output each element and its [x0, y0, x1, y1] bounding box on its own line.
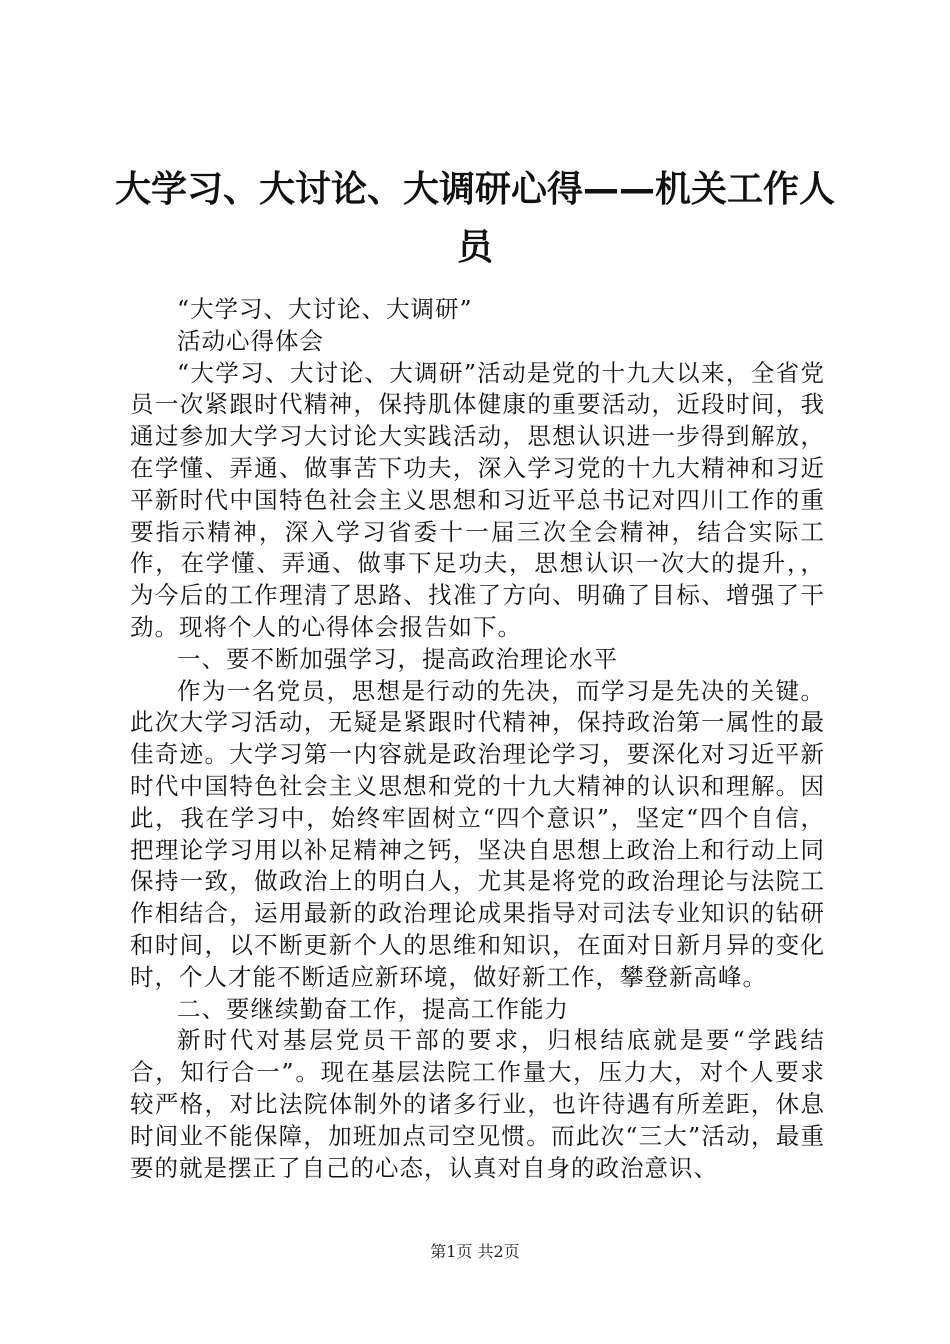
- page-footer: 第1页 共2页: [430, 1242, 520, 1261]
- document-title-line-2: 员: [456, 227, 493, 268]
- section-heading-2: 二、要继续勤奋工作，提高工作能力: [177, 994, 569, 1023]
- document-body: [130, 294, 825, 1184]
- section-heading-1: 一、要不断加强学习，提高政治理论水平: [177, 644, 618, 673]
- subtitle: 活动心得体会: [177, 326, 324, 355]
- intro-paragraph: “大学习、大讨论、大调研”活动是党的十九大以来，全省党员一次紧跟时代精神，保持肌体健康的重要活动，近段时间，我通过参加大学习大讨论大实践活动，思想认识进一步得到解放，在学懂、弄通、做事苦下功夫，深入学习党的十九大精神和习近平新时代中国特色社会主义思想和习近平总书记对四川工作的重要指示精神，深入学习省委十一届三次全会精神，结合实际工作，在学懂、弄通、做事下足功夫，思想认识一次大的提升，，为今后的工作理清了思路、找准了方向、明确了目标、增强了干劲。现将个人的心得体会报告如下。: [130, 358, 825, 641]
- document-title-line-1: 大学习、大讨论、大调研心得——机关工作人: [114, 169, 835, 210]
- subtitle-quote: “大学习、大讨论、大调研”: [177, 295, 473, 323]
- section-2-paragraph: 新时代对基层党员干部的要求，归根结底就是要“学践结合，知行合一”。现在基层法院工作量大，压力大，对个人要求较严格，对比法院体制外的诸多行业，也许待遇有所差距，休息时间业不能保障，加班加点司空见惯。而此次“三大”活动，最重要的就是摆正了自己的心态，认真对自身的政治意识、: [130, 1026, 825, 1182]
- section-1-paragraph: 作为一名党员，思想是行动的先决，而学习是先决的关键。此次大学习活动，无疑是紧跟时代精神，保持政治第一属性的最佳奇迹。大学习第一内容就是政治理论学习，要深化对习近平新时代中国特色社会主义思想和党的十九大精神的认识和理解。因此，我在学习中，始终牢固树立“四个意识”，坚定“四个自信，把理论学习用以补足精神之钙，坚决自思想上政治上和行动上同保持一致，做政治上的明白人，尤其是将党的政治理论与法院工作相结合，运用最新的政治理论成果指导对司法专业知识的钻研和时间，以不断更新个人的思维和知识，在面对日新月异的变化时，个人才能不断适应新环境，做好新工作，攀登新高峰。: [130, 676, 825, 991]
